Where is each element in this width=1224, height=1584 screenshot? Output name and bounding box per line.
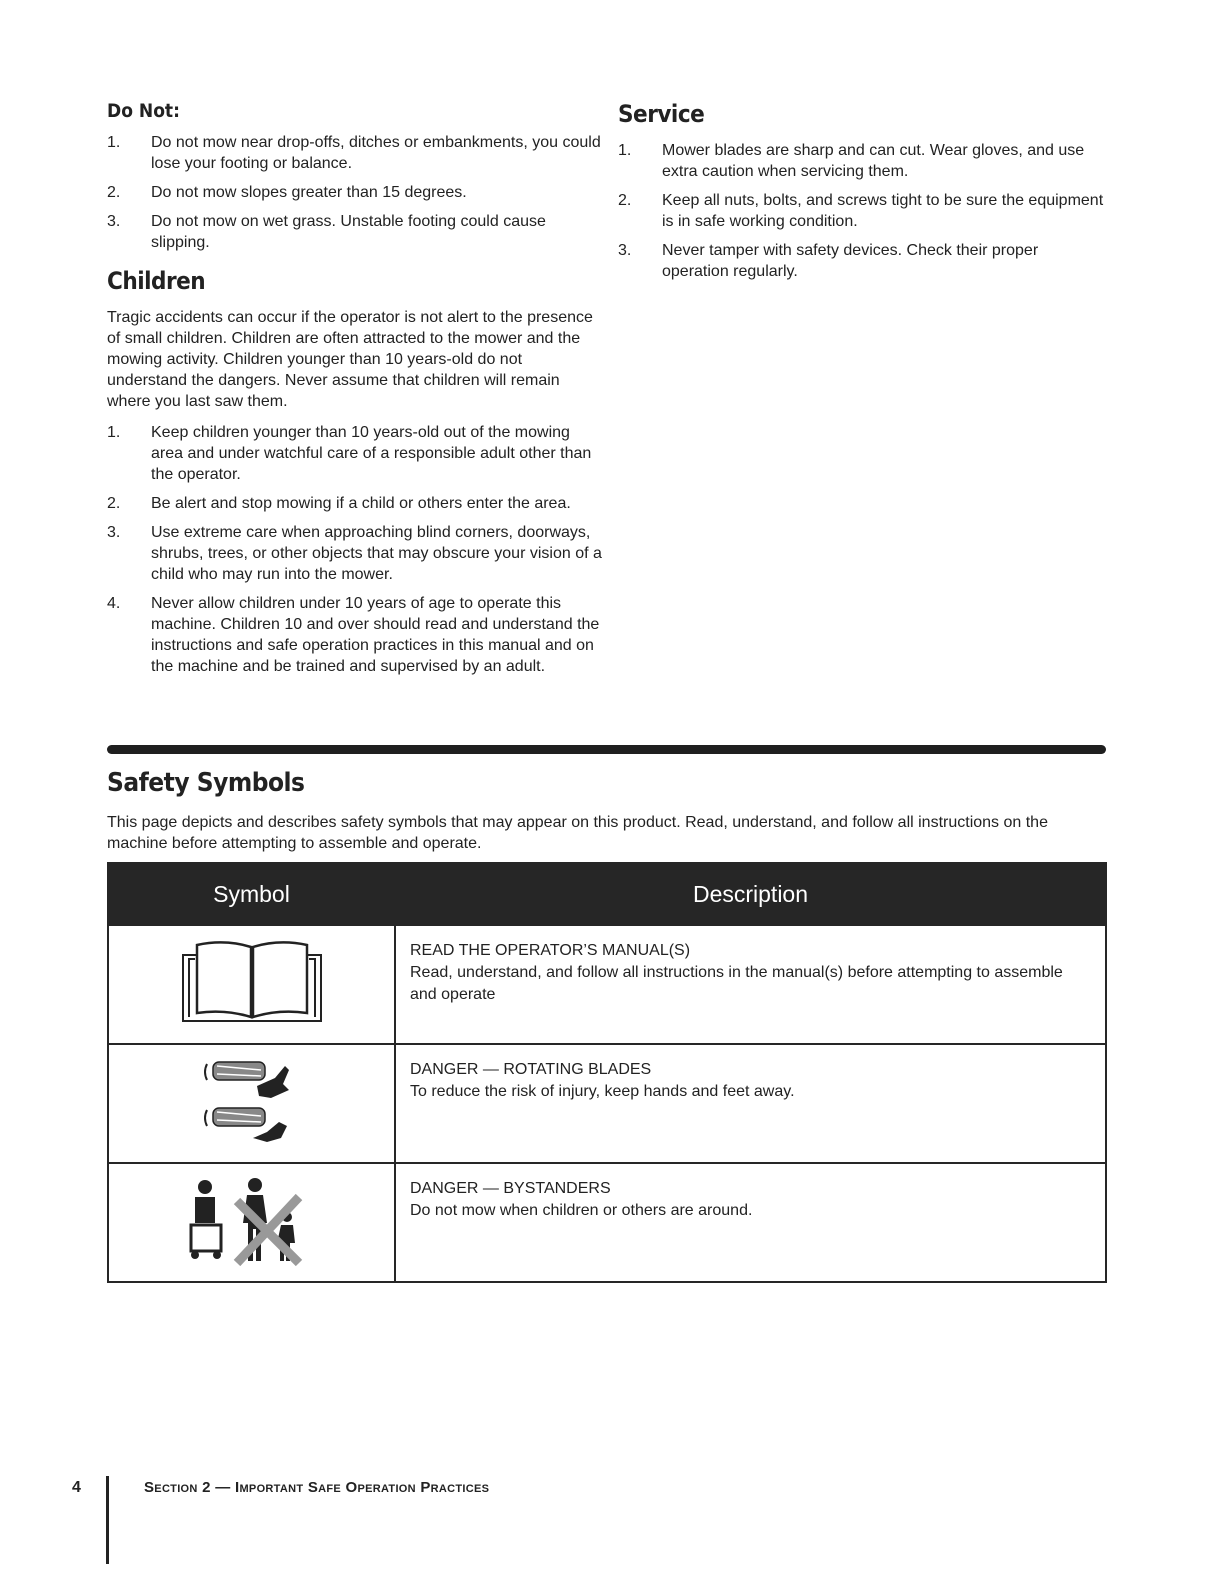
- safety-symbols-table: [107, 862, 1107, 1283]
- section-title: Section 2 — Important Safe Operation Practices: [144, 1479, 490, 1496]
- list-item: 1. Do not mow near drop-offs, ditches or embankments, you could lose your footing or balance.: [107, 134, 601, 172]
- symbol-column-header: Symbol: [108, 863, 395, 925]
- left-column: [107, 100, 602, 687]
- page-number: 4: [72, 1479, 81, 1496]
- rotating-blades-icon: [197, 1133, 307, 1150]
- symbol-description: To reduce the risk of injury, keep hands and feet away.: [410, 1083, 795, 1100]
- list-item: 3. Never tamper with safety devices. Check their proper operation regularly.: [618, 242, 1039, 280]
- list-item: 2. Do not mow slopes greater than 15 degrees.: [107, 184, 467, 201]
- donot-heading: Do Not:: [107, 100, 180, 122]
- children-list: [107, 422, 602, 677]
- section-divider: [107, 745, 1106, 754]
- service-heading: Service: [618, 100, 705, 128]
- page-footer: [72, 1476, 772, 1564]
- description-column-header: Description: [395, 863, 1106, 925]
- service-list: [618, 140, 1108, 282]
- symbol-description: Do not mow when children or others are around.: [410, 1202, 753, 1219]
- list-item: 4. Never allow children under 10 years of age to operate this machine. Children 10 and over should read and understand the instructions and safe operation practices in this manual and on the machine and be trained and supervised by an adult.: [107, 595, 600, 675]
- footer-divider: [106, 1476, 109, 1564]
- list-item: 2. Be alert and stop mowing if a child or others enter the area.: [107, 495, 571, 512]
- children-heading: Children: [107, 267, 206, 295]
- list-item: 1. Mower blades are sharp and can cut. Wear gloves, and use extra caution when servicing them.: [618, 142, 1085, 180]
- symbol-title: DANGER — BYSTANDERS: [410, 1180, 611, 1197]
- symbol-title: READ THE OPERATOR’S MANUAL(S): [410, 942, 691, 959]
- list-item: 1. Keep children younger than 10 years-old out of the mowing area and under watchful care of a responsible adult other than the operator.: [107, 424, 592, 483]
- symbol-description: Read, understand, and follow all instructions in the manual(s) before attempting to assemble and operate: [410, 964, 1063, 1003]
- right-column: [618, 100, 1108, 292]
- table-row: [108, 1044, 1106, 1163]
- children-intro: Tragic accidents can occur if the operator is not alert to the presence of small children. Children are often attracted to the mower and the mowing activity. Children younger than 10 years-old do not understand the dangers. Never assume that children will remain where you last saw them.: [107, 309, 593, 410]
- donot-list: [107, 132, 602, 253]
- table-row: [108, 1163, 1106, 1282]
- table-row: [108, 925, 1106, 1044]
- symbol-title: DANGER — ROTATING BLADES: [410, 1061, 652, 1078]
- list-item: 3. Use extreme care when approaching blind corners, doorways, shrubs, trees, or other objects that may obscure your vision of a child who may run into the mower.: [107, 524, 602, 583]
- bystanders-icon: [177, 1255, 327, 1272]
- list-item: 3. Do not mow on wet grass. Unstable footing could cause slipping.: [107, 213, 546, 251]
- safety-intro: This page depicts and describes safety symbols that may appear on this product. Read, understand, and follow all instructions on the machine before attempting to assemble and operate.: [107, 814, 1048, 852]
- list-item: 2. Keep all nuts, bolts, and screws tight to be sure the equipment is in safe working condition.: [618, 192, 1104, 230]
- manual-book-icon: [177, 1014, 327, 1031]
- safety-symbols-heading: Safety Symbols: [107, 768, 305, 798]
